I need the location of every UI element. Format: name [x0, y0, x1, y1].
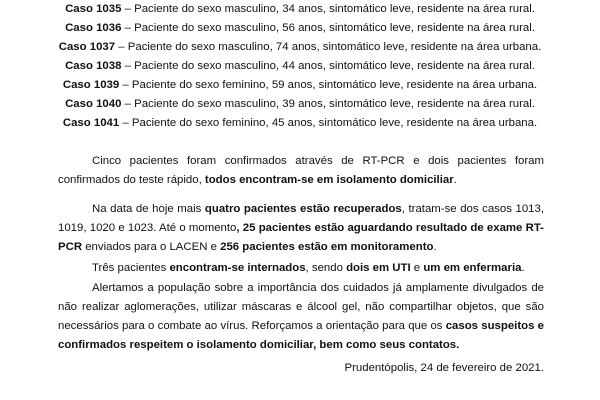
case-item — [0, 38, 600, 57]
case-description: – Paciente do sexo masculino, 44 anos, sintomático leve, residente na área rural. — [121, 60, 535, 72]
case-id: Caso 1039 — [62, 79, 120, 91]
case-id: Caso 1041 — [62, 117, 120, 129]
text-run: . — [453, 173, 457, 186]
text-run: , tratam-se dos casos 1013, 1019, 1020 e 1023. Até o momento — [58, 202, 544, 234]
case-description: – Paciente do sexo feminino, 59 anos, sintomático leve, residente na área urbana. — [119, 79, 538, 91]
case-item — [0, 19, 600, 38]
text-run: . — [433, 240, 437, 253]
text-run: enviados para o LACEN e — [82, 240, 221, 253]
case-id: Caso 1035 — [65, 3, 122, 15]
text-run: e — [410, 261, 424, 274]
text-run: . — [521, 261, 525, 274]
signoff-date: Prudentópolis, 24 de fevereiro de 2021. — [344, 362, 544, 374]
paragraph-hospitalized — [58, 259, 544, 278]
case-id: Caso 1040 — [65, 98, 122, 110]
body-text — [58, 152, 544, 355]
case-id: Caso 1037 — [58, 41, 116, 53]
case-item — [0, 0, 600, 19]
bold-run: quatro pacientes estão recuperados — [204, 202, 402, 215]
case-list — [0, 0, 600, 133]
case-description: – Paciente do sexo masculino, 39 anos, sintomático leve, residente na área rural. — [121, 98, 535, 110]
bold-run: casos suspeitos e confirmados respeitem o isolamento domiciliar, bem como seus contatos. — [58, 320, 544, 352]
paragraph-alert — [58, 279, 544, 355]
case-description: – Paciente do sexo masculino, 34 anos, sintomático leve, residente na área rural. — [121, 3, 535, 15]
bold-run: todos encontram-se em isolamento domiciliar — [204, 173, 454, 186]
case-description: – Paciente do sexo masculino, 56 anos, sintomático leve, residente na área rural. — [121, 22, 535, 34]
text-run: Três pacientes — [92, 261, 170, 274]
case-item — [0, 95, 600, 114]
bold-run: encontram-se internados — [169, 261, 306, 274]
case-description: – Paciente do sexo masculino, 74 anos, sintomático leve, residente na área urbana. — [115, 41, 542, 53]
text-run: Na data de hoje mais — [92, 202, 205, 215]
case-id: Caso 1038 — [65, 60, 122, 72]
case-item — [0, 57, 600, 76]
case-description: – Paciente do sexo feminino, 45 anos, sintomático leve, residente na área urbana. — [119, 117, 538, 129]
case-item — [0, 76, 600, 95]
paragraph-confirmations — [58, 152, 544, 190]
text-run: Alertamos a população sobre a importância dos cuidados já amplamente divulgados de não realizar aglomerações, utilizar máscaras e álcool gel, não compartilhar objetos, que são necessários para o combate ao vírus. Reforçamos a orientação para que os — [58, 282, 544, 333]
bold-run: 256 pacientes estão em monitoramento — [220, 240, 434, 253]
bold-run: dois em UTI — [346, 261, 411, 274]
bold-run: , 25 pacientes estão aguardando resultado de exame RT-PCR — [58, 221, 544, 253]
case-item — [0, 114, 600, 133]
case-id: Caso 1036 — [65, 22, 122, 34]
paragraph-recoveries — [58, 200, 544, 257]
text-run: Cinco pacientes foram confirmados através de RT-PCR e dois pacientes foram confirmados do teste rápido, — [58, 155, 544, 186]
text-run: , sendo — [305, 261, 347, 274]
paragraph-gap — [58, 190, 544, 200]
bold-run: um em enfermaria — [423, 261, 522, 274]
